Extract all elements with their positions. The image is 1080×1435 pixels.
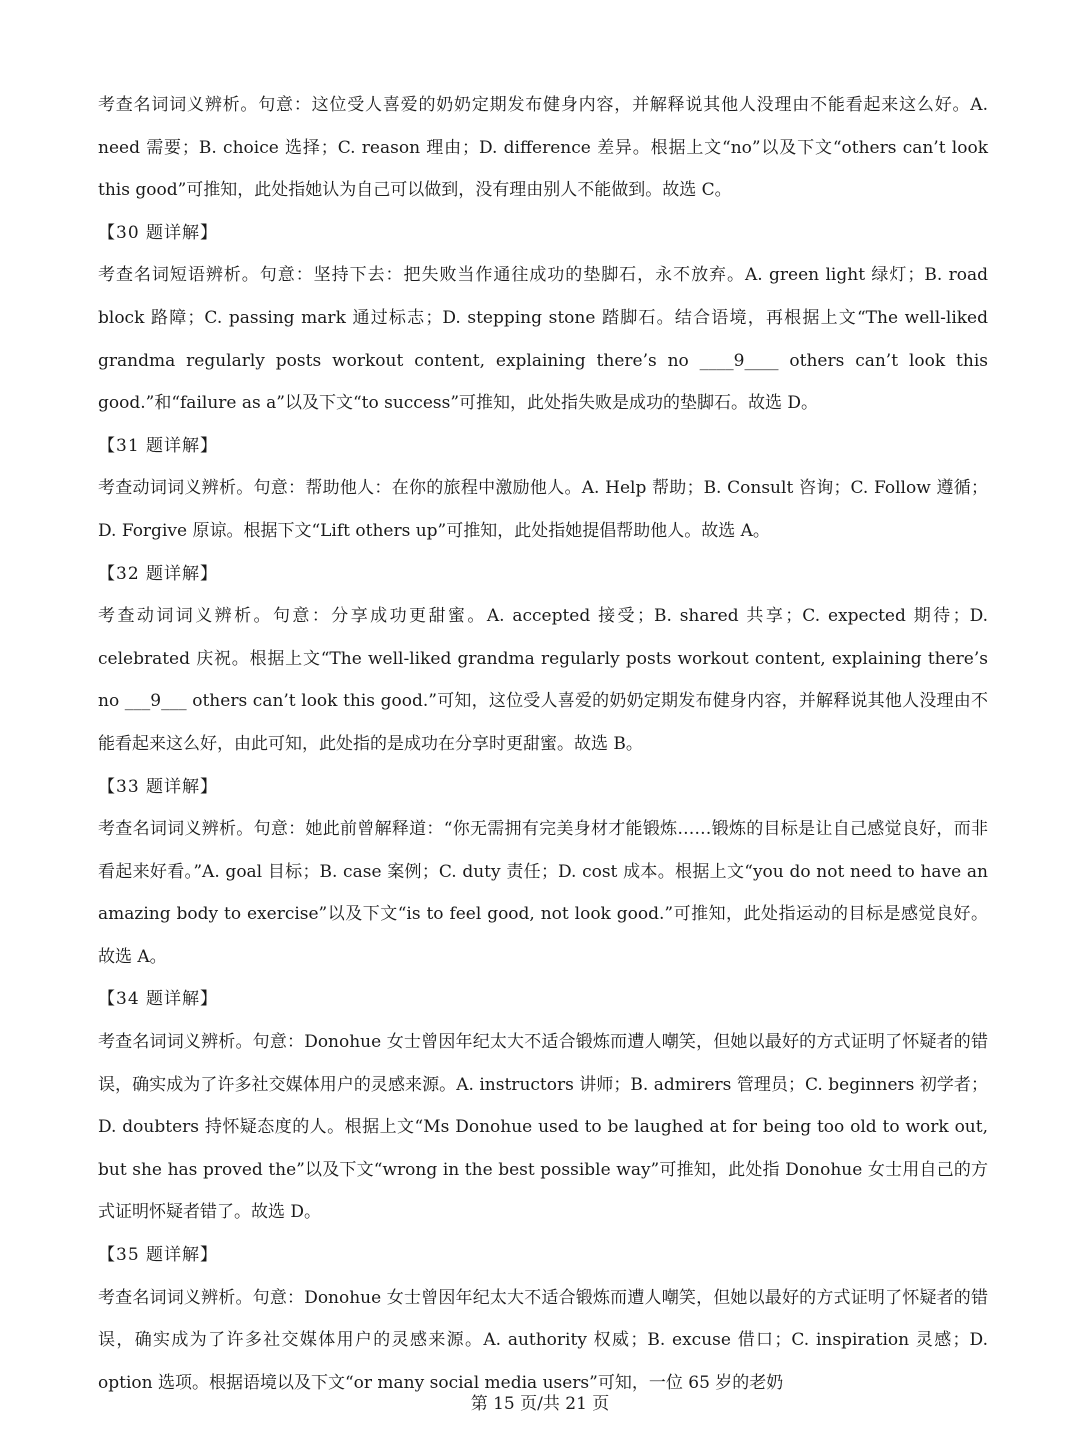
question-34-heading: 【34 题详解】 bbox=[98, 989, 219, 1010]
document-body bbox=[98, 84, 988, 1404]
explanation-35-paragraph: 考查名词词义辨析。句意：Donohue 女士曾因年纪太大不适合锻炼而遭人嘲笑，但她以最好的方式证明了怀疑者的错误，确实成为了许多社交媒体用户的灵感来源。A. authority 权威；B. excuse 借口；C. inspiration 灵感；D. option 选项。根据语境以及下文“or many social media users”可知，一位 65 岁的老奶 bbox=[98, 1287, 988, 1393]
explanation-33-paragraph: 考查名词词义辨析。句意：她此前曾解释道：“你无需拥有完美身材才能锻炼……锻炼的目标是让自己感觉良好，而非看起来好看。”A. goal 目标；B. case 案例；C. duty 责任；D. cost 成本。根据上文“you do not need to have an amazing body to exercise”以及下文“is to feel good, not look good.”可推知，此处指运动的目标是感觉良好。故选 A。 bbox=[98, 819, 988, 967]
question-30-heading: 【30 题详解】 bbox=[98, 222, 219, 243]
explanation-32-paragraph: 考查动词词义辨析。句意：分享成功更甜蜜。A. accepted 接受；B. shared 共享；C. expected 期待；D. celebrated 庆祝。根据上文“The well-liked grandma regularly posts workout content, explaining there’s no ___9___ others can’t look this good.”可知，这位受人喜爱的奶奶定期发布健身内容，并解释说其他人没理由不能看起来这么好，由此可知，此处指的是成功在分享时更甜蜜。故选 B。 bbox=[98, 606, 988, 754]
page-footer: 第 15 页/共 21 页 bbox=[470, 1394, 610, 1414]
explanation-34-paragraph: 考查名词词义辨析。句意：Donohue 女士曾因年纪太大不适合锻炼而遭人嘲笑，但她以最好的方式证明了怀疑者的错误，确实成为了许多社交媒体用户的灵感来源。A. instructors 讲师；B. admirers 管理员；C. beginners 初学者；D. doubters 持怀疑态度的人。根据上文“Ms Donohue used to be laughed at for being too old to work out, but she has proved the”以及下文“wrong in the best possible way”可推知，此处指 Donohue 女士用自己的方式证明怀疑者错了。故选 D。 bbox=[98, 1032, 988, 1223]
question-33-heading: 【33 题详解】 bbox=[98, 776, 219, 797]
explanation-29-paragraph: 考查名词词义辨析。句意：这位受人喜爱的奶奶定期发布健身内容，并解释说其他人没理由不能看起来这么好。A. need 需要；B. choice 选择；C. reason 理由；D. difference 差异。根据上文“no”以及下文“others can’t look this good”可推知，此处指她认为自己可以做到，没有理由别人不能做到。故选 C。 bbox=[98, 95, 988, 201]
explanation-31-paragraph: 考查动词词义辨析。句意：帮助他人：在你的旅程中激励他人。A. Help 帮助；B. Consult 咨询；C. Follow 遵循；D. Forgive 原谅。根据下文“Lift others up”可推知，此处指她提倡帮助他人。故选 A。 bbox=[98, 478, 988, 541]
question-35-heading: 【35 题详解】 bbox=[98, 1245, 219, 1266]
question-31-heading: 【31 题详解】 bbox=[98, 435, 219, 456]
explanation-30-paragraph: 考查名词短语辨析。句意：坚持下去：把失败当作通往成功的垫脚石，永不放弃。A. green light 绿灯；B. road block 路障；C. passing mark 通过标志；D. stepping stone 踏脚石。结合语境，再根据上文“The well-liked grandma regularly posts workout content, explaining there’s no ____9____ others can’t look this good.”和“failure as a”以及下文“to success”可推知，此处指失败是成功的垫脚石。故选 D。 bbox=[98, 265, 988, 414]
question-32-heading: 【32 题详解】 bbox=[98, 563, 219, 584]
